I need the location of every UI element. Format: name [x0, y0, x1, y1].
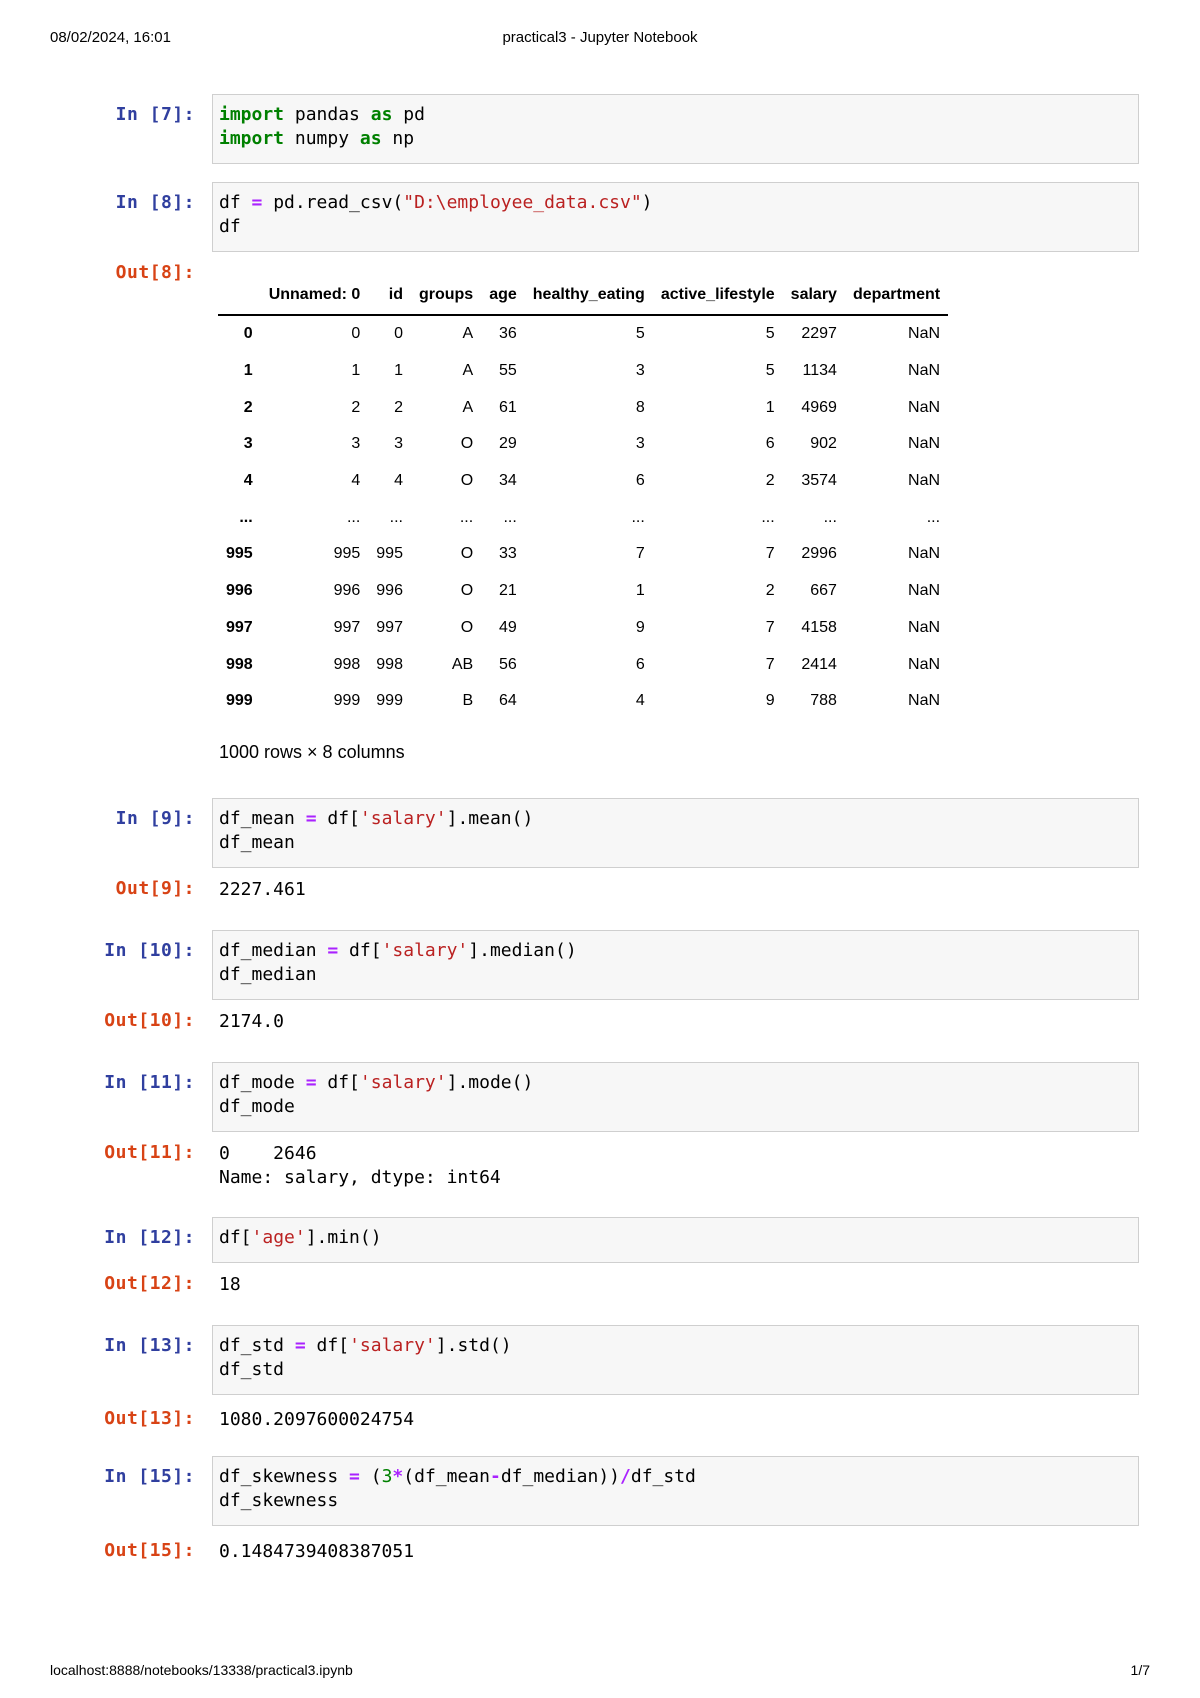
column-header: department: [845, 276, 948, 315]
output-text: 18: [219, 1274, 241, 1295]
table-cell: ...: [823, 508, 837, 526]
table-cell: 6: [765, 435, 775, 453]
table-cell: A: [462, 325, 474, 343]
code-text: import pandas as pd import numpy as np: [219, 104, 425, 149]
table-cell: 61: [498, 398, 517, 416]
table-cell: ...: [503, 508, 517, 526]
table-cell: 1134: [802, 362, 837, 380]
code-text: df_mean = df['salary'].mean() df_mean: [219, 808, 534, 853]
table-cell: 4969: [801, 398, 837, 416]
table-cell: 8: [635, 398, 645, 416]
table-cell: O: [460, 435, 474, 453]
input-prompt: In [12]:: [104, 1227, 195, 1248]
code-cell[interactable]: [212, 930, 1139, 1000]
output-text: 2174.0: [219, 1011, 285, 1032]
table-header-row: [218, 276, 948, 315]
table-cell: 36: [498, 325, 517, 343]
table-cell: 996: [333, 582, 361, 600]
table-cell: 2: [351, 398, 361, 416]
table-row: [218, 610, 948, 647]
table-cell: 998: [376, 655, 403, 673]
table-cell: 2996: [801, 545, 837, 563]
table-cell: 7: [635, 545, 645, 563]
table-cell: 997: [376, 618, 403, 636]
column-header: salary: [783, 276, 845, 315]
table-cell: 998: [333, 655, 361, 673]
table-cell: 995: [333, 545, 361, 563]
table-cell: A: [462, 362, 474, 380]
table-cell: ...: [459, 508, 474, 526]
table-cell: 2: [394, 398, 403, 416]
table-row: [218, 426, 948, 463]
input-prompt: In [9]:: [115, 808, 195, 829]
code-cell[interactable]: [212, 182, 1139, 252]
input-prompt: In [10]:: [104, 940, 195, 961]
table-cell: 1: [635, 582, 645, 600]
column-header: groups: [411, 276, 481, 315]
input-prompt: In [13]:: [104, 1335, 195, 1356]
table-cell: NaN: [908, 545, 941, 563]
table-row: [218, 646, 948, 683]
table-cell: 56: [498, 655, 517, 673]
output-prompt: Out[13]:: [104, 1408, 195, 1429]
table-row: [218, 353, 948, 390]
row-index: 2: [243, 398, 253, 416]
table-cell: NaN: [908, 472, 941, 490]
code-cell[interactable]: [212, 798, 1139, 868]
input-prompt: In [8]:: [115, 192, 195, 213]
page-title: practical3 - Jupyter Notebook: [502, 29, 698, 46]
table-cell: 999: [376, 692, 403, 710]
row-index: 995: [226, 545, 253, 563]
column-header: healthy_eating: [525, 276, 653, 315]
code-cell[interactable]: [212, 1325, 1139, 1395]
output-text: 0 2646: [219, 1143, 317, 1164]
table-cell: 995: [376, 545, 403, 563]
row-index: 998: [226, 655, 253, 673]
table-cell: ...: [631, 508, 645, 526]
column-header: active_lifestyle: [653, 276, 783, 315]
table-cell: 1: [394, 362, 403, 380]
table-cell: 4: [351, 472, 361, 490]
table-cell: NaN: [908, 325, 941, 343]
table-cell: 3: [351, 435, 361, 453]
table-cell: 2297: [801, 325, 837, 343]
table-body: [218, 315, 948, 720]
table-cell: ...: [926, 508, 941, 526]
code-cell[interactable]: [212, 1217, 1139, 1263]
code-text: df_median = df['salary'].median() df_median: [219, 940, 577, 985]
table-cell: ...: [761, 508, 775, 526]
table-cell: 667: [810, 582, 837, 600]
row-index: ...: [239, 508, 253, 526]
table-cell: 902: [810, 435, 837, 453]
code-cell[interactable]: [212, 1456, 1139, 1526]
row-index: 997: [226, 618, 253, 636]
table-cell: NaN: [908, 398, 941, 416]
table-cell: 3: [635, 435, 645, 453]
column-header: age: [481, 276, 525, 315]
output-text: 0.1484739408387051: [219, 1541, 415, 1562]
output-prompt: Out[10]:: [104, 1010, 195, 1031]
table-cell: O: [460, 545, 474, 563]
table-cell: 7: [765, 545, 775, 563]
input-prompt: In [15]:: [104, 1466, 195, 1487]
dataframe-table: [218, 276, 948, 720]
table-cell: A: [462, 398, 474, 416]
table-cell: O: [460, 472, 474, 490]
table-cell: 49: [498, 618, 517, 636]
table-cell: ...: [346, 508, 361, 526]
table-cell: 7: [765, 618, 775, 636]
table-cell: 5: [765, 362, 775, 380]
table-cell: NaN: [908, 582, 941, 600]
table-cell: 3: [394, 435, 403, 453]
code-text: df_skewness = (3*(df_mean-df_median))/df_std df_skewness: [219, 1466, 696, 1511]
output-prompt: Out[15]:: [104, 1540, 195, 1561]
table-cell: 3: [635, 362, 645, 380]
table-cell: 997: [333, 618, 361, 636]
table-cell: 29: [498, 435, 517, 453]
dataframe-shape: 1000 rows × 8 columns: [219, 742, 405, 762]
row-index: 4: [243, 472, 253, 490]
table-row: [218, 573, 948, 610]
table-cell: 999: [333, 692, 361, 710]
table-cell: 2: [765, 582, 775, 600]
output-prompt: Out[9]:: [115, 878, 195, 899]
table-cell: AB: [451, 655, 474, 673]
table-cell: 6: [635, 472, 645, 490]
table-cell: NaN: [908, 618, 941, 636]
row-index: 0: [243, 325, 253, 343]
output-text: 1080.2097600024754: [219, 1409, 415, 1430]
output-text: 2227.461: [219, 879, 306, 900]
output-prompt: Out[12]:: [104, 1273, 195, 1294]
code-text: df['age'].min(): [219, 1227, 382, 1248]
table-cell: 7: [765, 655, 775, 673]
output-prompt: Out[8]:: [115, 262, 195, 283]
table-cell: 6: [635, 655, 645, 673]
table-cell: 0: [394, 325, 403, 343]
table-cell: 788: [810, 692, 837, 710]
table-row: [218, 683, 948, 720]
table-cell: NaN: [908, 655, 941, 673]
input-prompt: In [11]:: [104, 1072, 195, 1093]
table-cell: NaN: [908, 692, 941, 710]
column-header: id: [368, 276, 411, 315]
code-text: df = pd.read_csv("D:\employee_data.csv") df: [219, 192, 653, 237]
print-datetime: 08/02/2024, 16:01: [50, 29, 171, 46]
table-cell: O: [460, 618, 474, 636]
table-cell: 4: [394, 472, 403, 490]
table-row: [218, 463, 948, 500]
table-cell: 3574: [801, 472, 837, 490]
table-cell: 996: [376, 582, 403, 600]
table-row: [218, 389, 948, 426]
table-row: [218, 499, 948, 536]
table-cell: 55: [498, 362, 517, 380]
table-cell: 4: [635, 692, 645, 710]
table-cell: 2414: [801, 655, 837, 673]
table-cell: 21: [498, 582, 517, 600]
input-prompt: In [7]:: [115, 104, 195, 125]
table-cell: 9: [635, 618, 645, 636]
output-prompt: Out[11]:: [104, 1142, 195, 1163]
table-cell: 1: [765, 398, 775, 416]
table-cell: 5: [635, 325, 645, 343]
table-cell: B: [462, 692, 474, 710]
table-cell: 64: [498, 692, 517, 710]
table-cell: 4158: [801, 618, 837, 636]
column-header: [218, 276, 261, 315]
row-index: 1: [243, 362, 253, 380]
output-text: Name: salary, dtype: int64: [219, 1167, 501, 1188]
table-cell: 9: [765, 692, 775, 710]
code-cell[interactable]: [212, 1062, 1139, 1132]
table-row: [218, 536, 948, 573]
code-text: df_std = df['salary'].std() df_std: [219, 1335, 512, 1380]
table-cell: O: [460, 582, 474, 600]
row-index: 996: [226, 582, 253, 600]
code-text: df_mode = df['salary'].mode() df_mode: [219, 1072, 534, 1117]
table-cell: 0: [351, 325, 361, 343]
table-cell: NaN: [908, 435, 941, 453]
table-cell: NaN: [908, 362, 941, 380]
table-cell: 1: [351, 362, 361, 380]
row-index: 999: [226, 692, 253, 710]
table-row: [218, 315, 948, 353]
table-cell: 2: [765, 472, 775, 490]
table-cell: 34: [498, 472, 517, 490]
page-url: localhost:8888/notebooks/13338/practical3.ipynb: [50, 1662, 353, 1678]
code-cell[interactable]: [212, 94, 1139, 164]
table-cell: ...: [389, 508, 403, 526]
row-index: 3: [243, 435, 253, 453]
table-cell: 33: [498, 545, 517, 563]
column-header: Unnamed: 0: [261, 276, 369, 315]
page-number: 1/7: [1130, 1662, 1150, 1678]
table-cell: 5: [765, 325, 775, 343]
